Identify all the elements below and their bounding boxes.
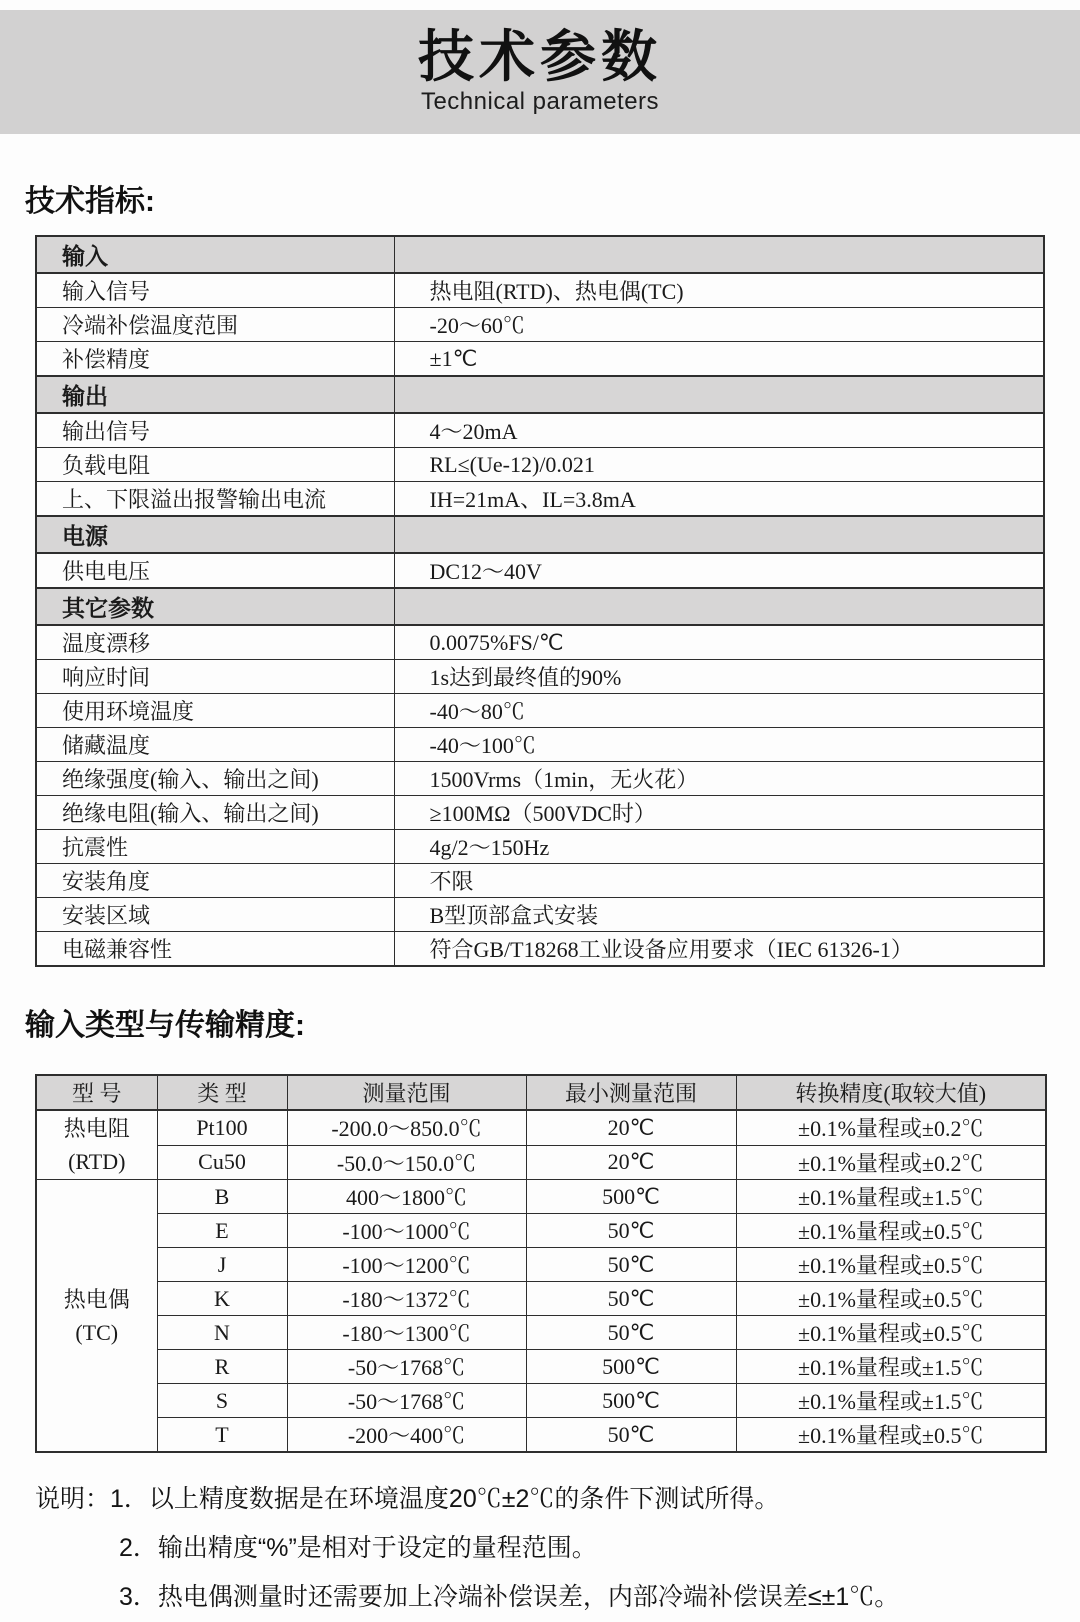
accuracy-row xyxy=(36,1384,1046,1418)
page-title: 技术参数 xyxy=(418,25,662,89)
spec-row xyxy=(36,864,1044,898)
spec-row-label: 补偿精度 xyxy=(36,342,394,377)
spec-row xyxy=(36,728,1044,762)
min-range-cell: 50℃ xyxy=(526,1316,736,1350)
spec-row-label: 绝缘电阻(输入、输出之间) xyxy=(36,796,394,830)
accuracy-cell: ±0.1%量程或±1.5℃ xyxy=(736,1180,1046,1214)
spec-row-value: 4～20mA xyxy=(394,413,1044,448)
spec-row-label: 安装区域 xyxy=(36,898,394,932)
sensor-type-cell: T xyxy=(157,1418,287,1453)
accuracy-row xyxy=(36,1418,1046,1453)
accuracy-cell: ±0.1%量程或±1.5℃ xyxy=(736,1384,1046,1418)
note-line-2: 2．输出精度“%”是相对于设定的量程范围。 xyxy=(119,1534,597,1562)
spec-row-value: ≥100MΩ（500VDC时） xyxy=(394,796,1044,830)
spec-row xyxy=(36,342,1044,377)
spec-row-label: 绝缘强度(输入、输出之间) xyxy=(36,762,394,796)
spec-row xyxy=(36,796,1044,830)
spec-row-value: 0.0075%FS/℃ xyxy=(394,625,1044,660)
accuracy-cell: ±0.1%量程或±0.5℃ xyxy=(736,1418,1046,1453)
accuracy-table xyxy=(35,1074,1047,1453)
spec-row-value: B型顶部盒式安装 xyxy=(394,898,1044,932)
accuracy-cell: ±0.1%量程或±0.5℃ xyxy=(736,1248,1046,1282)
spec-row xyxy=(36,448,1044,482)
min-range-cell: 50℃ xyxy=(526,1214,736,1248)
accuracy-cell: ±0.1%量程或±0.2℃ xyxy=(736,1110,1046,1145)
spec-row-label: 电磁兼容性 xyxy=(36,932,394,967)
spec-row-value: DC12～40V xyxy=(394,553,1044,588)
accuracy-row xyxy=(36,1214,1046,1248)
page-header xyxy=(0,10,1080,134)
spec-row-value xyxy=(394,376,1044,413)
accuracy-cell: ±0.1%量程或±0.2℃ xyxy=(736,1145,1046,1180)
spec-row-label: 供电电压 xyxy=(36,553,394,588)
min-range-cell: 500℃ xyxy=(526,1350,736,1384)
spec-row xyxy=(36,273,1044,308)
measure-range-cell: -200～400℃ xyxy=(287,1418,526,1453)
sensor-type-cell: S xyxy=(157,1384,287,1418)
spec-section-label: 其它参数 xyxy=(36,588,394,625)
min-range-cell: 20℃ xyxy=(526,1110,736,1145)
spec-row-value: 4g/2～150Hz xyxy=(394,830,1044,864)
min-range-cell: 50℃ xyxy=(526,1248,736,1282)
spec-row-value: 不限 xyxy=(394,864,1044,898)
spec-row xyxy=(36,898,1044,932)
measure-range-cell: -180～1372℃ xyxy=(287,1282,526,1316)
measure-range-cell: -200.0～850.0℃ xyxy=(287,1110,526,1145)
spec-section-heading: 技术指标: xyxy=(25,185,155,218)
spec-row-value: ±1℃ xyxy=(394,342,1044,377)
page-subtitle: Technical parameters xyxy=(420,87,660,115)
spec-section-row xyxy=(36,516,1044,553)
accuracy-section-heading: 输入类型与传输精度: xyxy=(25,1009,305,1042)
notes-prefix: 说明： xyxy=(35,1485,111,1513)
sensor-type-cell: E xyxy=(157,1214,287,1248)
sensor-type-cell: J xyxy=(157,1248,287,1282)
accuracy-column-header: 型 号 xyxy=(36,1075,157,1110)
spec-row-label: 抗震性 xyxy=(36,830,394,864)
measure-range-cell: -50.0～150.0℃ xyxy=(287,1145,526,1180)
measure-range-cell: -100～1200℃ xyxy=(287,1248,526,1282)
measure-range-cell: -50～1768℃ xyxy=(287,1384,526,1418)
accuracy-cell: ±0.1%量程或±0.5℃ xyxy=(736,1214,1046,1248)
accuracy-column-header: 转换精度(取较大值) xyxy=(736,1075,1046,1110)
spec-row-value xyxy=(394,588,1044,625)
min-range-cell: 500℃ xyxy=(526,1180,736,1214)
min-range-cell: 500℃ xyxy=(526,1384,736,1418)
spec-section-row xyxy=(36,376,1044,413)
spec-section-label: 电源 xyxy=(36,516,394,553)
spec-row-value: 1500Vrms（1min，无火花） xyxy=(394,762,1044,796)
spec-row-label: 响应时间 xyxy=(36,660,394,694)
accuracy-row xyxy=(36,1145,1046,1180)
spec-section-label: 输出 xyxy=(36,376,394,413)
accuracy-cell: ±0.1%量程或±0.5℃ xyxy=(736,1282,1046,1316)
accuracy-column-header: 类 型 xyxy=(157,1075,287,1110)
spec-row-label: 冷端补偿温度范围 xyxy=(36,308,394,342)
sensor-model-line: (TC) xyxy=(75,1319,119,1345)
spec-row xyxy=(36,694,1044,728)
accuracy-cell: ±0.1%量程或±0.5℃ xyxy=(736,1316,1046,1350)
sensor-type-cell: B xyxy=(157,1180,287,1214)
accuracy-row xyxy=(36,1282,1046,1316)
spec-row-value xyxy=(394,236,1044,273)
note-line-3: 3．热电偶测量时还需要加上冷端补偿误差，内部冷端补偿误差≤±1℃。 xyxy=(119,1583,900,1611)
spec-row xyxy=(36,482,1044,517)
accuracy-row xyxy=(36,1248,1046,1282)
sensor-type-cell: K xyxy=(157,1282,287,1316)
spec-row-value: 热电阻(RTD)、热电偶(TC) xyxy=(394,273,1044,308)
spec-row xyxy=(36,553,1044,588)
spec-row xyxy=(36,308,1044,342)
spec-row-value: -20～60℃ xyxy=(394,308,1044,342)
sensor-model-cell xyxy=(36,1110,157,1180)
sensor-model-line: 热电阻 xyxy=(63,1116,130,1141)
measure-range-cell: -50～1768℃ xyxy=(287,1350,526,1384)
measure-range-cell: -180～1300℃ xyxy=(287,1316,526,1350)
spec-row xyxy=(36,625,1044,660)
accuracy-row xyxy=(36,1110,1046,1145)
spec-row-label: 输入信号 xyxy=(36,273,394,308)
spec-row-label: 使用环境温度 xyxy=(36,694,394,728)
spec-row-value: 符合GB/T18268工业设备应用要求（IEC 61326-1） xyxy=(394,932,1044,967)
spec-row-label: 温度漂移 xyxy=(36,625,394,660)
accuracy-table-header-row xyxy=(36,1075,1046,1110)
measure-range-cell: -100～1000℃ xyxy=(287,1214,526,1248)
sensor-type-cell: N xyxy=(157,1316,287,1350)
accuracy-row xyxy=(36,1180,1046,1214)
min-range-cell: 50℃ xyxy=(526,1282,736,1316)
accuracy-row xyxy=(36,1350,1046,1384)
spec-row-value: IH=21mA、IL=3.8mA xyxy=(394,482,1044,517)
min-range-cell: 20℃ xyxy=(526,1145,736,1180)
min-range-cell: 50℃ xyxy=(526,1418,736,1453)
sensor-type-cell: Cu50 xyxy=(157,1145,287,1180)
spec-row-value: -40～80℃ xyxy=(394,694,1044,728)
spec-row-label: 上、下限溢出报警输出电流 xyxy=(36,482,394,517)
sensor-model-line: 热电偶 xyxy=(63,1286,130,1312)
spec-row-label: 储藏温度 xyxy=(36,728,394,762)
spec-row-value xyxy=(394,516,1044,553)
accuracy-row xyxy=(36,1316,1046,1350)
spec-row-value: 1s达到最终值的90% xyxy=(394,660,1044,694)
accuracy-column-header: 测量范围 xyxy=(287,1075,526,1110)
note-item: 1．以上精度数据是在环境温度20℃±2℃的条件下测试所得。 xyxy=(110,1485,780,1513)
spec-row xyxy=(36,830,1044,864)
spec-row-value: -40～100℃ xyxy=(394,728,1044,762)
spec-table xyxy=(35,235,1045,967)
spec-row xyxy=(36,932,1044,967)
sensor-model-cell xyxy=(36,1180,157,1453)
note-line-1 xyxy=(35,1475,1080,1524)
spec-section-label: 输入 xyxy=(36,236,394,273)
accuracy-column-header: 最小测量范围 xyxy=(526,1075,736,1110)
sensor-type-cell: R xyxy=(157,1350,287,1384)
spec-section-row xyxy=(36,588,1044,625)
spec-row xyxy=(36,762,1044,796)
sensor-type-cell: Pt100 xyxy=(157,1110,287,1145)
spec-row-label: 安装角度 xyxy=(36,864,394,898)
sensor-model-line: (RTD) xyxy=(68,1149,126,1174)
spec-row xyxy=(36,660,1044,694)
spec-row-label: 输出信号 xyxy=(36,413,394,448)
accuracy-cell: ±0.1%量程或±1.5℃ xyxy=(736,1350,1046,1384)
spec-row-label: 负载电阻 xyxy=(36,448,394,482)
spec-row xyxy=(36,413,1044,448)
spec-row-value: RL≤(Ue-12)/0.021 xyxy=(394,448,1044,482)
measure-range-cell: 400～1800℃ xyxy=(287,1180,526,1214)
spec-section-row xyxy=(36,236,1044,273)
